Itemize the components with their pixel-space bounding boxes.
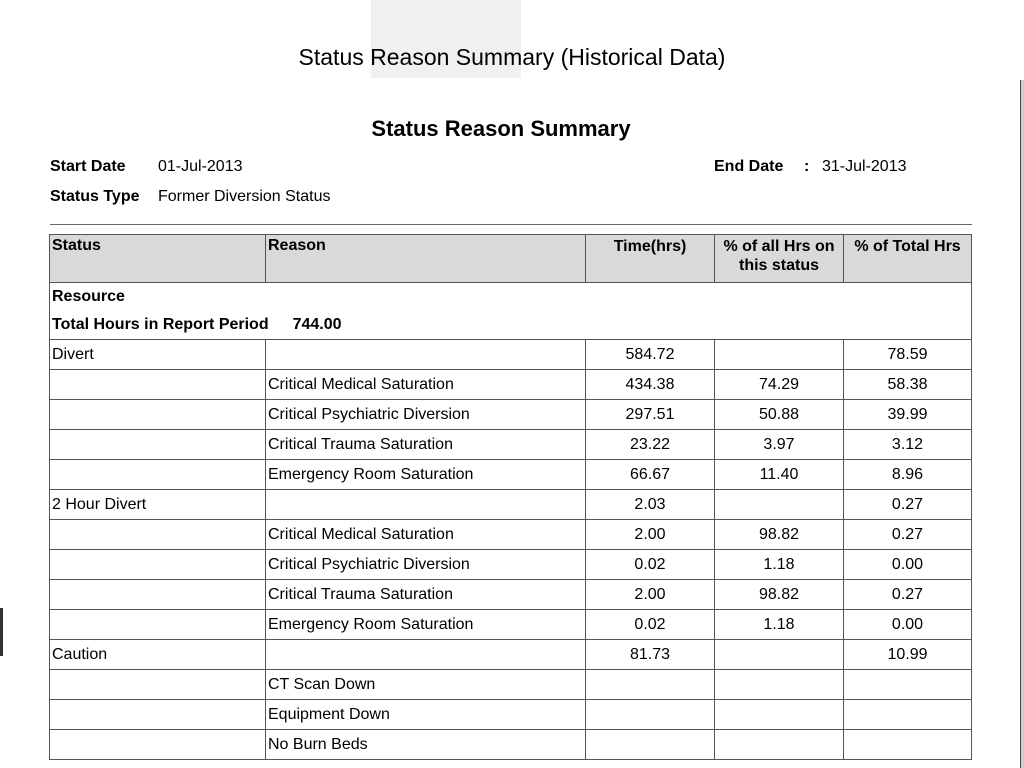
table-header-row [50,235,972,283]
pct-status-cell [715,490,844,520]
table-row [50,670,972,700]
table-row [50,700,972,730]
table-row [50,340,972,370]
status-cell [50,400,266,430]
resource-cell [50,283,972,340]
time-cell: 81.73 [586,640,715,670]
status-cell [50,520,266,550]
status-type-label: Status Type [50,188,140,205]
start-date-value: 01-Jul-2013 [158,158,243,175]
resource-row [50,283,972,340]
pct-total-cell: 0.27 [844,520,972,550]
time-cell [586,670,715,700]
pct-total-cell: 0.27 [844,490,972,520]
table-row [50,370,972,400]
status-cell: Caution [50,640,266,670]
pct-total-cell: 10.99 [844,640,972,670]
time-cell: 2.03 [586,490,715,520]
end-date-value: 31-Jul-2013 [822,158,907,175]
pct-total-cell: 8.96 [844,460,972,490]
reason-cell: Emergency Room Saturation [266,610,586,640]
end-date-label: End Date [714,158,784,175]
status-cell [50,700,266,730]
header-time: Time(hrs) [586,235,715,283]
table-row [50,640,972,670]
pct-status-cell [715,340,844,370]
time-cell: 23.22 [586,430,715,460]
status-cell [50,370,266,400]
pct-total-cell: 0.27 [844,580,972,610]
status-reason-table [49,234,972,760]
total-hours-value: 744.00 [292,316,342,333]
status-cell [50,550,266,580]
reason-cell: Emergency Room Saturation [266,460,586,490]
table-row [50,400,972,430]
table-row [50,610,972,640]
time-cell: 434.38 [586,370,715,400]
table-row [50,520,972,550]
pct-status-cell: 11.40 [715,460,844,490]
pct-status-cell: 98.82 [715,520,844,550]
status-cell [50,610,266,640]
table-row [50,730,972,760]
divider-line [50,224,972,225]
table-row [50,430,972,460]
status-cell: Divert [50,340,266,370]
status-cell [50,730,266,760]
pct-status-cell: 50.88 [715,400,844,430]
header-pct-total: % of Total Hrs [844,235,972,283]
reason-cell: CT Scan Down [266,670,586,700]
reason-cell [266,640,586,670]
reason-cell [266,340,586,370]
pct-total-cell: 3.12 [844,430,972,460]
header-status: Status [50,235,266,283]
time-cell [586,730,715,760]
pct-status-cell [715,640,844,670]
header-reason: Reason [266,235,586,283]
pct-total-cell [844,730,972,760]
time-cell [586,700,715,730]
reason-cell: Critical Trauma Saturation [266,580,586,610]
pct-total-cell: 58.38 [844,370,972,400]
pct-status-cell: 74.29 [715,370,844,400]
pct-total-cell [844,670,972,700]
pct-total-cell: 0.00 [844,610,972,640]
time-cell: 2.00 [586,580,715,610]
status-type-value: Former Diversion Status [158,188,331,205]
pct-status-cell: 3.97 [715,430,844,460]
reason-cell: Critical Medical Saturation [266,370,586,400]
status-cell [50,580,266,610]
status-cell [50,430,266,460]
time-cell: 2.00 [586,520,715,550]
time-cell: 297.51 [586,400,715,430]
time-cell: 66.67 [586,460,715,490]
report-title: Status Reason Summary [371,116,631,141]
slide-title: Status Reason Summary (Historical Data) [298,44,726,70]
table-row [50,460,972,490]
pct-status-cell [715,700,844,730]
reason-cell: Equipment Down [266,700,586,730]
table-row [50,580,972,610]
time-cell: 584.72 [586,340,715,370]
pct-status-cell [715,670,844,700]
start-date-label: Start Date [50,158,126,175]
reason-cell: No Burn Beds [266,730,586,760]
pct-status-cell: 1.18 [715,610,844,640]
table-row [50,490,972,520]
pct-total-cell: 39.99 [844,400,972,430]
total-hours-line [52,311,969,339]
header-pct-status: % of all Hrs on this status [715,235,844,283]
reason-cell: Critical Psychiatric Diversion [266,400,586,430]
pct-status-cell: 98.82 [715,580,844,610]
pct-total-cell [844,700,972,730]
time-cell: 0.02 [586,550,715,580]
reason-cell [266,490,586,520]
status-cell [50,670,266,700]
status-cell [50,460,266,490]
time-cell: 0.02 [586,610,715,640]
table-row [50,550,972,580]
end-date-separator: : [804,158,810,175]
status-cell: 2 Hour Divert [50,490,266,520]
total-hours-label: Total Hours in Report Period [52,316,269,333]
pct-total-cell: 0.00 [844,550,972,580]
left-edge-mark [0,608,3,656]
pct-status-cell [715,730,844,760]
pct-status-cell: 1.18 [715,550,844,580]
reason-cell: Critical Medical Saturation [266,520,586,550]
resource-label: Resource [52,288,125,305]
reason-cell: Critical Trauma Saturation [266,430,586,460]
reason-cell: Critical Psychiatric Diversion [266,550,586,580]
pct-total-cell: 78.59 [844,340,972,370]
